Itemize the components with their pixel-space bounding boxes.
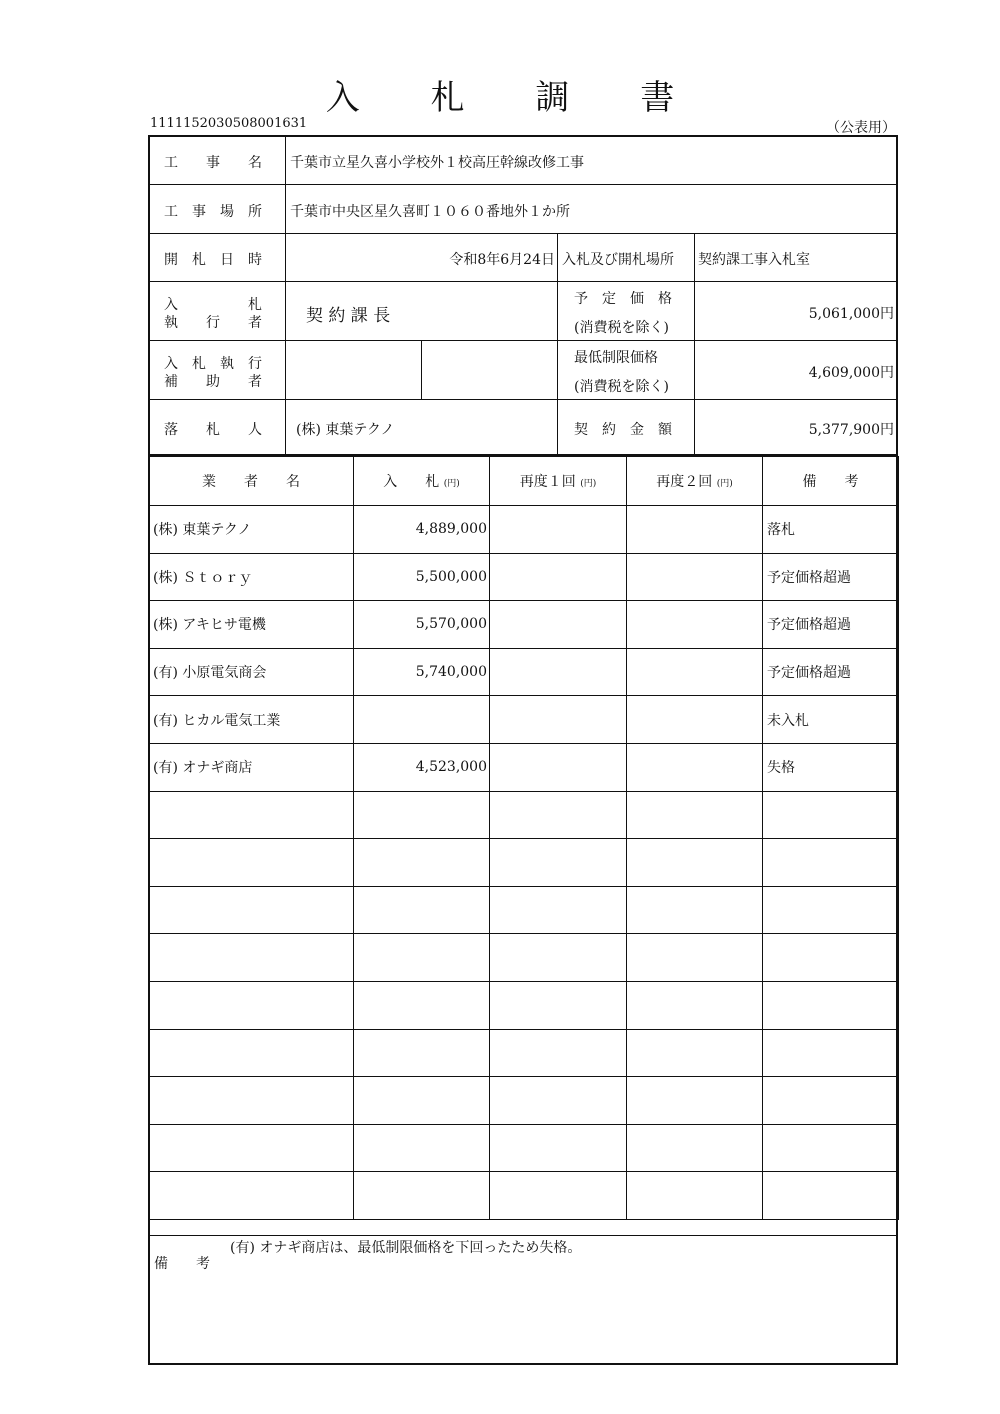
document-id: 111115203050800163​1	[150, 116, 308, 131]
assistant-label-2: 補 助 者	[164, 374, 262, 390]
vendor-name-cell: (株) Ｓｔｏｒｙ	[149, 553, 354, 601]
rebid-2-cell	[627, 743, 763, 791]
vendor-name-cell	[149, 981, 354, 1029]
table-row	[149, 696, 899, 744]
page-title: 入 札 調 書	[325, 78, 705, 118]
contract-amount: 5,377,900円	[808, 422, 894, 438]
min-price-label-1: 最低制限価格	[574, 350, 658, 366]
table-row	[149, 791, 899, 839]
vendor-name-cell	[149, 934, 354, 982]
table-row	[149, 934, 899, 982]
rebid-1-cell	[490, 553, 627, 601]
remarks-cell	[763, 1077, 899, 1125]
rebid-1-cell	[490, 981, 627, 1029]
remarks-cell: 未入札	[763, 696, 899, 744]
rebid-1-cell	[490, 791, 627, 839]
bid-amount-cell: 4,889,000	[354, 506, 490, 554]
location-label: 工 事 場 所	[164, 204, 262, 220]
rebid-1-cell	[490, 934, 627, 982]
remarks-label: 備 考	[154, 1256, 210, 1272]
planned-price-label-2: (消費税を除く)	[574, 320, 669, 336]
vendor-name-cell	[149, 839, 354, 887]
bid-amount-cell	[354, 839, 490, 887]
opening-date: 令和8年6月24日	[449, 252, 555, 268]
rebid-2-cell	[627, 1124, 763, 1172]
contract-amount-label: 契 約 金 額	[574, 422, 672, 438]
project-name: 千葉市立星久喜小学校外１校高圧幹線改修工事	[290, 155, 584, 171]
table-row	[149, 648, 899, 696]
column-header-rebid-2: 再度２回 (円)	[627, 457, 763, 506]
rebid-2-cell	[627, 839, 763, 887]
table-row	[149, 553, 899, 601]
rebid-2-cell	[627, 648, 763, 696]
bids-table	[148, 456, 899, 1220]
remarks-cell	[763, 934, 899, 982]
rebid-1-cell	[490, 1124, 627, 1172]
vendor-name-cell: (有) ヒカル電気工業	[149, 696, 354, 744]
table-row	[149, 839, 899, 887]
winner-label: 落 札 人	[164, 422, 262, 438]
rebid-2-cell	[627, 601, 763, 649]
planned-price-label-1: 予 定 価 格	[574, 291, 672, 307]
rebid-1-cell	[490, 839, 627, 887]
planned-price: 5,061,000円	[808, 306, 894, 322]
rebid-2-cell	[627, 1077, 763, 1125]
bids-header-row	[149, 457, 899, 506]
bid-amount-cell	[354, 981, 490, 1029]
vendor-name-cell: (有) 小原電気商会	[149, 648, 354, 696]
table-row	[149, 1172, 899, 1220]
remarks-cell	[763, 839, 899, 887]
table-row	[149, 1029, 899, 1077]
location: 千葉市中央区星久喜町１０６０番地外１か所	[290, 204, 570, 220]
vendor-name-cell	[149, 886, 354, 934]
table-row	[149, 506, 899, 554]
bid-amount-cell	[354, 1172, 490, 1220]
remarks-cell	[763, 791, 899, 839]
header-table	[148, 135, 898, 456]
rebid-1-cell	[490, 886, 627, 934]
bid-amount-cell: 5,570,000	[354, 601, 490, 649]
table-row	[149, 601, 899, 649]
bid-amount-cell	[354, 1029, 490, 1077]
executor-label-1: 入 札	[164, 297, 262, 313]
column-header-bid: 入 札 (円)	[354, 457, 490, 506]
place: 契約課工事入札室	[698, 252, 810, 268]
bid-amount-cell	[354, 886, 490, 934]
datetime-label: 開 札 日 時	[164, 252, 262, 268]
bid-amount-cell	[354, 1124, 490, 1172]
bid-amount-cell	[354, 696, 490, 744]
rebid-2-cell	[627, 1029, 763, 1077]
remarks-cell: 予定価格超過	[763, 648, 899, 696]
table-row	[149, 743, 899, 791]
vendor-name-cell	[149, 1029, 354, 1077]
rebid-2-cell	[627, 981, 763, 1029]
remarks-cell: 予定価格超過	[763, 553, 899, 601]
column-header-remarks: 備 考	[763, 457, 899, 506]
remarks-cell: 予定価格超過	[763, 601, 899, 649]
table-row	[149, 981, 899, 1029]
rebid-1-cell	[490, 743, 627, 791]
bid-amount-cell	[354, 1077, 490, 1125]
rebid-1-cell	[490, 648, 627, 696]
rebid-2-cell	[627, 886, 763, 934]
table-row	[149, 1077, 899, 1125]
place-label: 入札及び開札場所	[562, 252, 674, 268]
rebid-1-cell	[490, 601, 627, 649]
project-name-label: 工 事 名	[164, 155, 262, 171]
min-price: 4,609,000円	[808, 365, 894, 381]
min-price-label-2: (消費税を除く)	[574, 379, 669, 395]
bid-amount-cell	[354, 934, 490, 982]
remarks-cell	[763, 1029, 899, 1077]
remarks-cell	[763, 1124, 899, 1172]
bid-amount-cell: 5,500,000	[354, 553, 490, 601]
vendor-name-cell: (有) オナギ商店	[149, 743, 354, 791]
table-row	[149, 886, 899, 934]
vendor-name-cell: (株) アキヒサ電機	[149, 601, 354, 649]
rebid-2-cell	[627, 553, 763, 601]
vendor-name-cell	[149, 1077, 354, 1125]
rebid-1-cell	[490, 506, 627, 554]
public-use-label: （公表用）	[826, 120, 896, 136]
vendor-name-cell	[149, 1124, 354, 1172]
table-row	[149, 1124, 899, 1172]
column-header-rebid-1: 再度１回 (円)	[490, 457, 627, 506]
remarks-box	[148, 1235, 898, 1365]
winner: (株) 東葉テクノ	[296, 422, 395, 438]
vendor-name-cell: (株) 東葉テクノ	[149, 506, 354, 554]
remarks-cell: 失格	[763, 743, 899, 791]
bids-section	[148, 456, 898, 1236]
executor-label-2: 執 行 者	[164, 315, 262, 331]
column-header-vendor: 業 者 名	[149, 457, 354, 506]
bid-amount-cell	[354, 791, 490, 839]
remarks-cell	[763, 1172, 899, 1220]
remarks-cell	[763, 981, 899, 1029]
vendor-name-cell	[149, 1172, 354, 1220]
rebid-1-cell	[490, 1029, 627, 1077]
rebid-2-cell	[627, 934, 763, 982]
rebid-1-cell	[490, 1172, 627, 1220]
assistant-label-1: 入 札 執 行	[164, 356, 262, 372]
remarks-text: (有) オナギ商店は、最低制限価格を下回ったため失格。	[230, 1240, 582, 1256]
rebid-2-cell	[627, 791, 763, 839]
vendor-name-cell	[149, 791, 354, 839]
remarks-cell	[763, 886, 899, 934]
executor: 契 約 課 長	[306, 306, 391, 326]
rebid-2-cell	[627, 506, 763, 554]
bid-amount-cell: 5,740,000	[354, 648, 490, 696]
bid-amount-cell: 4,523,000	[354, 743, 490, 791]
rebid-1-cell	[490, 696, 627, 744]
remarks-cell: 落札	[763, 506, 899, 554]
rebid-1-cell	[490, 1077, 627, 1125]
rebid-2-cell	[627, 696, 763, 744]
rebid-2-cell	[627, 1172, 763, 1220]
